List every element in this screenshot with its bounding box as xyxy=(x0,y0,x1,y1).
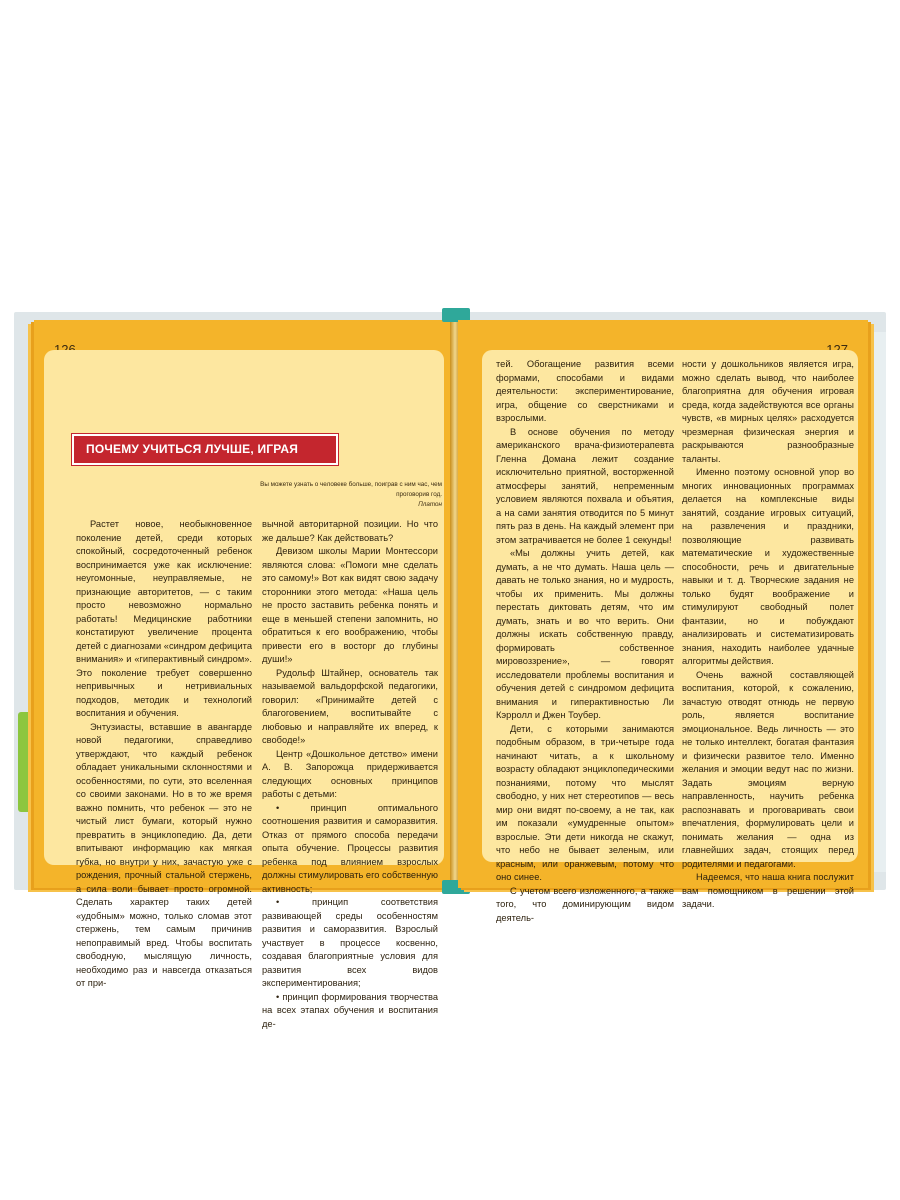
paragraph: Очень важной составляющей воспитания, которой, к сожалению, зачастую отводят отнюдь не первую роль, является воспитание эмоциональное. Ведь личность — это не только интеллект, богатая фантазия и физически развитое тело. Именно желания и эмоции ведут нас по жизни. Задать эмоциям верную направленность, научить ребенка распознавать и проговаривать свои впечатления, формулировать цели и понимать желания — одна из главнейших задач, стоящих перед родителями и педагогами. xyxy=(682,669,854,869)
bullet-item: • принцип оптимального соотношения развития и саморазвития. Отказ от прямого способа передачи опыта обучение. Процессы развития ребенка под влиянием взрослых должны стимулировать его собственную активность; xyxy=(262,802,438,894)
paragraph: Центр «Дошкольное детство» имени А. В. Запорожца придерживается следующих основных принципов работы с детьми: xyxy=(262,748,438,799)
paragraph: «Мы должны учить детей, как думать, а не что думать. Наша цель — давать не только знания, но и мудрость, чтобы их применить. Мы должны перестать диктовать детям, что им думать, знать и во что верить. Они должны искать собственную правду, формировать собственное мировоззрение», — говорят исследователи проблемы воспитания и обучения детей с синдромом дефицита внимания и гиперактивностью Ли Кэрролл и Джен Тоубер. xyxy=(496,548,674,720)
paragraph: вычной авторитарной позиции. Но что же дальше? Как действовать? xyxy=(262,519,438,543)
epigraph-text: Вы можете узнать о человеке больше, поиграв с ним час, чем проговорив год. xyxy=(260,481,442,498)
paragraph: С учетом всего изложенного, а также того, что доминирующим видом деятель- xyxy=(496,885,674,923)
epigraph-author: Платон xyxy=(418,501,442,508)
right-column-1 xyxy=(496,358,674,925)
left-page xyxy=(34,320,452,1029)
paragraph: Дети, с которыми занимаются подобным образом, в три-четыре года начинают читать, а к школьному возрасту обладают энциклопедическими познаниями, потому что мыслят свободно, у них нет стереотипов — весь мир они видят по-своему, а не так, как им показали «умудренные опытом» взрослые. Эти дети никогда не скажут, что небо не бывает зеленым, или красным, или оранжевым, потому что оно синее. xyxy=(496,723,674,882)
paragraph: В основе обучения по методу американского врача-физиотерапевта Гленна Домана лежит создание исключительно приятной, восторженной атмосферы занятий, непременным условием являются похвала и объятия, а на сами занятия отводится по 5 минут пять раз в день. На каждый элемент при этом затрачивается не более 1 секунды! xyxy=(496,426,674,545)
epigraph xyxy=(254,480,442,510)
paragraph: Растет новое, необыкновенное поколение детей, среди которых спокойный, сосредоточенный ребенок воспринимается уже как исключение: неугомонные, неуправляемые, не признающие авторитетов, — с таким просто невозможно нормально работать! Медицинские работники констатируют увеличение процента детей с диагнозами «синдром дефицита внимания» и «гиперактивный синдром». Это поколение требует совершенно непривычных и нетривиальных подходов, методик и технологий воспитания и обучения. xyxy=(76,519,252,718)
paragraph: ности у дошкольников является игра, можно сделать вывод, что наиболее благоприятна для обучения игровая среда, когда задействуются все органы чувств, «в мирных целях» расходуется чрезмерная физическая энергия и раскрываются разнообразные таланты. xyxy=(682,359,854,464)
bullet-item: • принцип формирования творчества на всех этапах обучения и воспитания де- xyxy=(262,991,438,1029)
right-column-2 xyxy=(682,358,854,912)
open-book xyxy=(14,312,886,1029)
cover-edge-right xyxy=(874,332,886,872)
bullet-item: • принцип соответствия развивающей среды особенностям развития и саморазвития. Взрослый участвует в процессе косвенно, создавая благоприятные условия для развития всех видов экспериментирования; xyxy=(262,897,438,988)
paragraph: Именно поэтому основной упор во многих инновационных программах делается на комплексные виды занятий, создание игровых ситуаций, на развлечения и праздники, позволяющие развивать математические и художественные способности, речь и двигательные навыки и т. д. Творческие задания не только будят воображение и стимулируют свободный полет фантазии, но и побуждают анализировать и систематизировать знания, находить наиболее удачные алгоритмы действия. xyxy=(682,467,854,666)
section-heading: ПОЧЕМУ УЧИТЬСЯ ЛУЧШЕ, ИГРАЯ xyxy=(72,434,338,465)
paragraph: Девизом школы Марии Монтессори являются слова: «Помоги мне сделать это самому!» Вот как видят свою задачу сторонники этого метода: «Наша цель не просто заставить ребенка понять и еще в меньшей степени запомнить, но обратиться к его воображению, чтобы привести его в восторг до глубины души!» xyxy=(262,546,438,664)
cover-edge-green xyxy=(18,712,34,812)
left-column-2 xyxy=(262,518,438,1031)
paragraph: Рудольф Штайнер, основатель так называемой вальдорфской педагогики, говорил: «Принимайте детей с благоговением, воспитывайте с любовью и направляйте их вперед, к свободе!» xyxy=(262,667,438,745)
left-column-1 xyxy=(76,518,252,991)
paragraph: Энтузиасты, вставшие в авангарде новой педагогики, справедливо утверждают, что каждый ребенок обладает уникальными склонностями и особенностями, по сути, это вселенная со своими законами. Но в то же время важно помнить, что ребенок — это не чистый лист бумаги, который нужно превратить в энциклопедию. Да, дети впитывают информацию как мягкая губка, но внутри у них, зачастую уже с рождения, прочный стальной стержень, а сила воли бывает просто огромной. Сделать характер таких детей «удобным» можно, только сломав этот стержень, тем самым причинив непоправимый вред. Чтобы воспитать свободную, мыслящую личность, необходимо раз и навсегда отказаться от при- xyxy=(76,721,252,988)
right-page xyxy=(458,320,868,923)
paragraph: Надеемся, что наша книга послужит вам помощником в решении этой задачи. xyxy=(682,872,854,909)
paragraph: тей. Обогащение развития всеми формами, способами и видами деятельности: экспериментирование, игра, общение со сверстниками и взрослыми. xyxy=(496,359,674,423)
